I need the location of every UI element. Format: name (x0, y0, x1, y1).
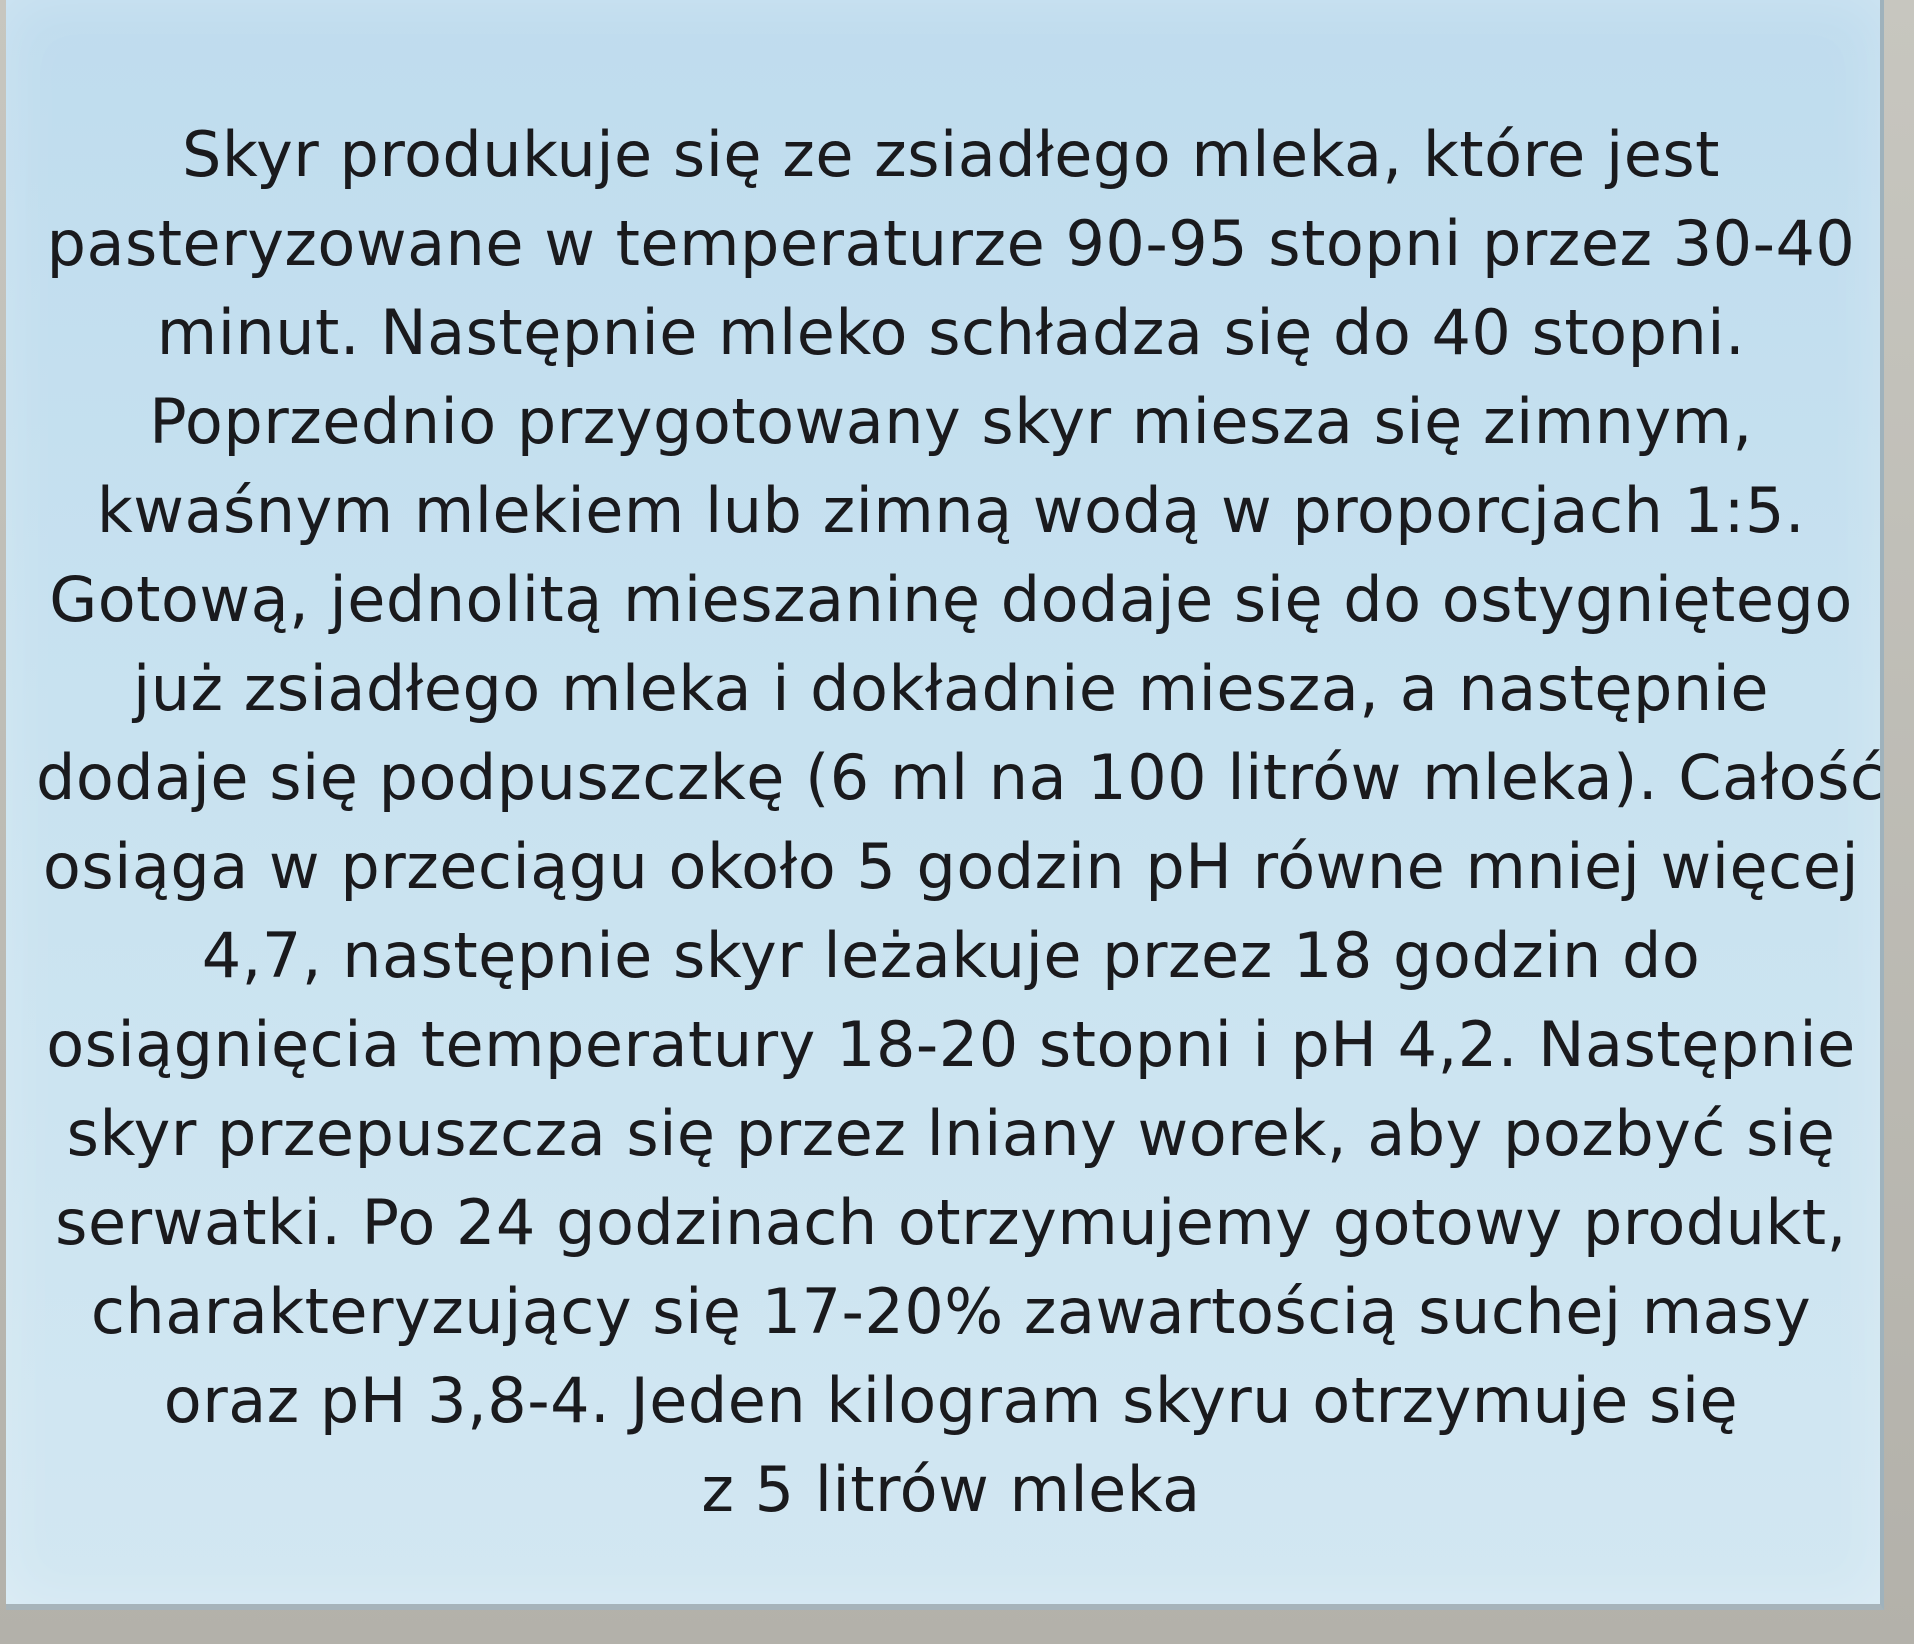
text-line: osiąga w przeciągu około 5 godzin pH równe mniej więcej (42, 830, 1860, 903)
text-line: 4,7, następnie skyr leżakuje przez 18 godzin do (201, 919, 1701, 992)
text-line: pasteryzowane w temperaturze 90-95 stopni przez 30-40 (46, 207, 1856, 280)
text-line: charakteryzujący się 17-20% zawartością suchej masy (90, 1275, 1812, 1348)
text-line: Skyr produkuje się ze zsiadłego mleka, które jest (182, 118, 1720, 191)
text-line: z 5 litrów mleka (701, 1453, 1201, 1526)
text-line: kwaśnym mlekiem lub zimną wodą w proporcjach 1:5. (96, 474, 1806, 547)
text-line: serwatki. Po 24 godzinach otrzymujemy gotowy produkt, (55, 1186, 1847, 1259)
text-line: osiągnięcia temperatury 18-20 stopni i pH 4,2. Następnie (46, 1008, 1856, 1081)
text-line: Poprzednio przygotowany skyr miesza się zimnym, (149, 385, 1753, 458)
slide-paragraph (36, 110, 1885, 1534)
text-line: Gotową, jednolitą mieszaninę dodaje się do ostygniętego (49, 563, 1853, 636)
text-line: oraz pH 3,8-4. Jeden kilogram skyru otrzymuje się (163, 1364, 1739, 1437)
text-line: minut. Następnie mleko schładza się do 40 stopni. (156, 296, 1746, 369)
text-line: już zsiadłego mleka i dokładnie miesza, a następnie (133, 652, 1769, 725)
text-line: skyr przepuszcza się przez lniany worek, aby pozbyć się (66, 1097, 1836, 1170)
text-line: dodaje się podpuszczkę (6 ml na 100 litrów mleka). Całość (36, 741, 1885, 814)
projection-screen (6, 0, 1884, 1610)
